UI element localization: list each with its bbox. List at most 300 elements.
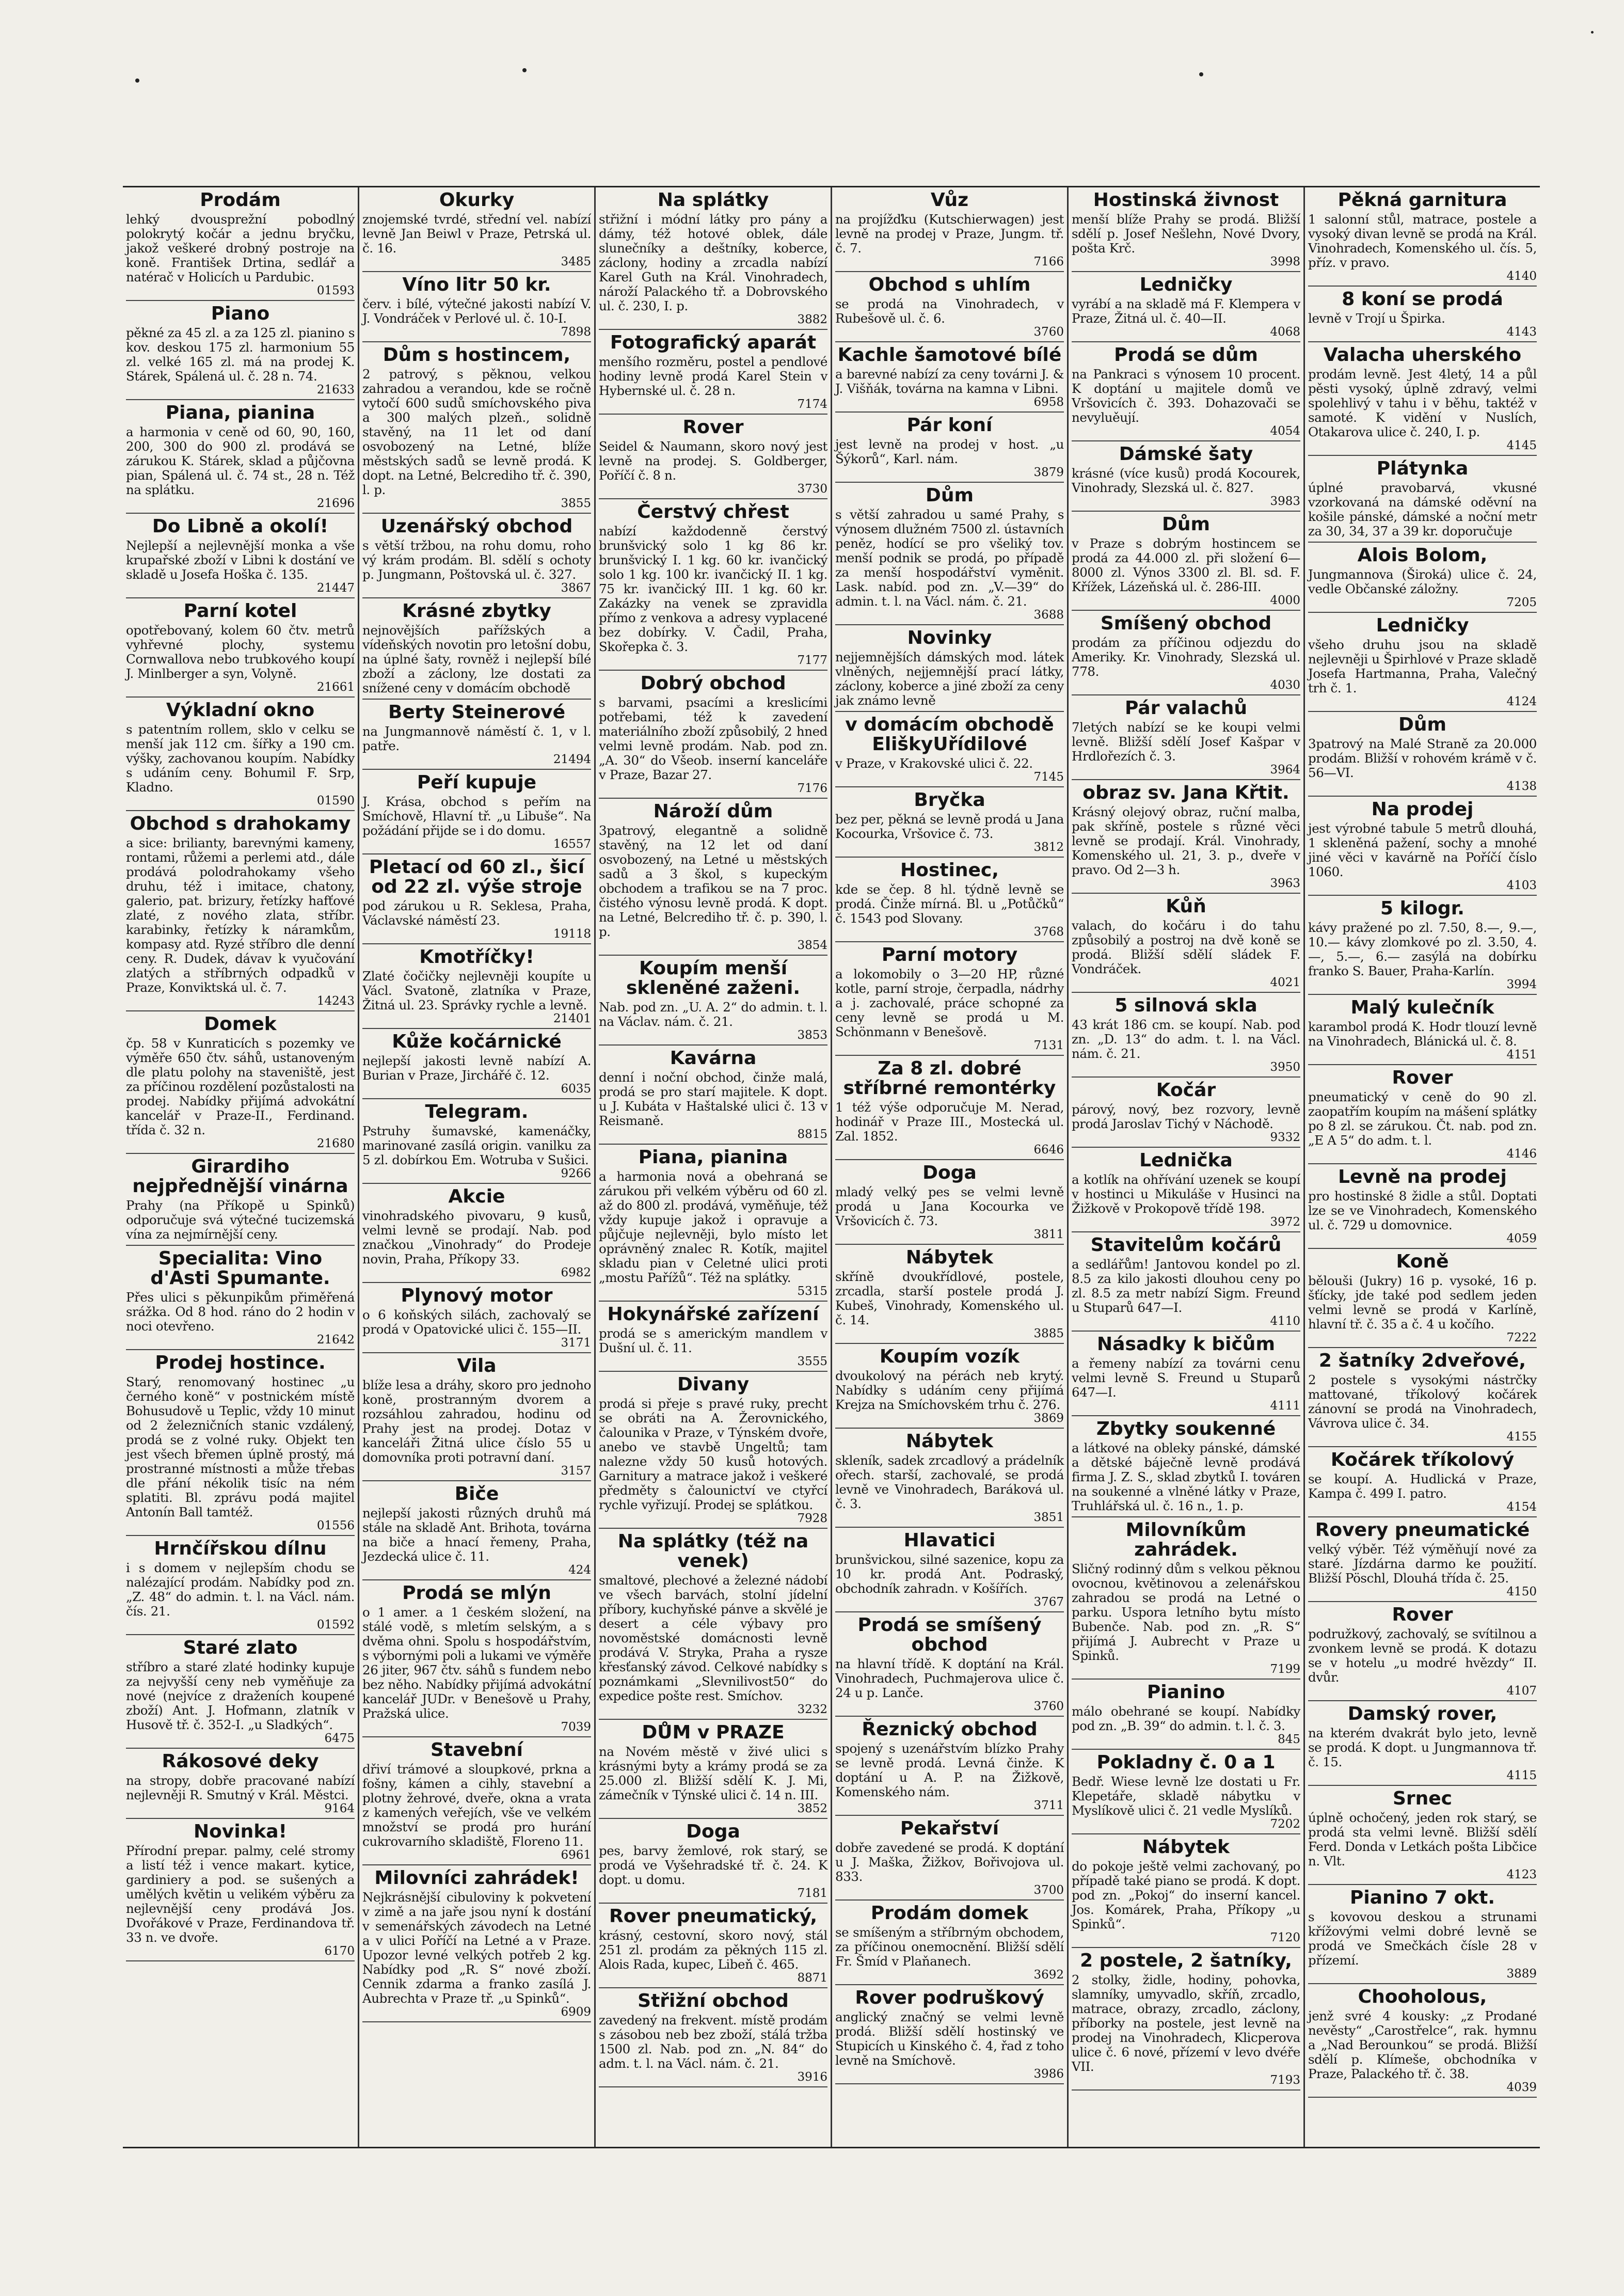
- classified-ad: [1072, 611, 1300, 695]
- ad-number: 7166: [1033, 255, 1064, 268]
- ad-body: Krásný olejový obraz, ruční malba, pak skříně, postele s různé věci levně se prodají. Král. Vinohrady, Komenského ul. 21, 3. p., dveře v pravo. Od 2—3 h.: [1072, 804, 1300, 877]
- ad-body: červ. i bílé, výtečné jakosti nabízí V. J. Vondráček v Perlové ul. č. 10-I.: [362, 296, 591, 326]
- ad-heading: Kavárna: [670, 1048, 757, 1069]
- classified-ad: [362, 514, 591, 598]
- ad-number: 4154: [1506, 1500, 1537, 1514]
- ad-body: na Novém městě v živé ulici s krásnými byty a krámy prodá se za 25.000 zl. Bližší sdělí K. J. Mi, zámečník v Týnské ulici č. 14 n. III.: [599, 1744, 827, 1802]
- ad-heading: Rovery pneumatické: [1315, 1519, 1530, 1541]
- ad-body: jenž svré 4 kousky: „z Prodané nevěsty“ „Carostřelce“, rak. hymnu a „Nad Berounkou“ se prodá. Bližší sdělí p. Klímeše, obchodníka v Praze, Palackého tř. č. 38.: [1308, 2008, 1537, 2081]
- ad-heading: Prodá se smíšený obchod: [857, 1614, 1042, 1655]
- classified-ad: [126, 811, 355, 1011]
- ad-heading: Bryčka: [914, 789, 985, 811]
- ad-heading: Uzenářský obchod: [380, 516, 573, 537]
- ad-heading: Alois Bolom,: [1357, 545, 1488, 566]
- classified-ad: [835, 272, 1064, 342]
- classified-ad: [126, 1749, 355, 1819]
- ad-body: valach, do kočáru i do tahu způsobilý a postroj na dvě koně se prodá. Bližší sdělí sládek F. Vondráček.: [1072, 918, 1300, 976]
- ad-body: spojený s uzenářstvím blízko Prahy se levně prodá. Levná činže. K doptání u A. P. na Žižkově, Komenského nám.: [835, 1741, 1064, 1799]
- ad-number: 3852: [797, 1802, 827, 1815]
- ad-body: menší blíže Prahy se prodá. Bližší sdělí p. Josef Nešlehn, Nové Dvory, pošta Krč.: [1072, 212, 1300, 256]
- ad-heading: Rover podruškový: [855, 1987, 1044, 2008]
- ad-number: 7145: [1033, 770, 1064, 784]
- ad-body: pneumatický v ceně do 90 zl. zaopatřím koupím na mášení splátky po 8 zl. se zárukou. Čt. nab. pod zn. „E A 5“ do adm. t. l.: [1308, 1089, 1537, 1148]
- classified-ad: [362, 187, 591, 272]
- ad-body: s barvami, psacími a kreslicími potřebami, též k zavedení materiálního zboží způsobilý, 2 hned velmi levně prodám. Nab. pod zn. „A. 30“ do Všeob. inserní kanceláře v Praze, Bazar 27.: [599, 695, 827, 782]
- ad-heading: Damský rover,: [1347, 1703, 1498, 1724]
- ad-body: a harmonia nová a obehraná se zárukou při velkém výběru od 60 zl. až do 800 zl. prodává, vyměňuje, též vždy kupuje jakož i opravuje a půjčuje nejlevněji, bylo místo let oprávněný znalec R. Kotík, majitel skladu pian v Celetné ulici proti „mostu Pařížů“. Též na splátky.: [599, 1169, 827, 1285]
- ad-number: 4124: [1506, 695, 1537, 708]
- ad-column-1: [123, 187, 359, 2147]
- ad-body: levně v Trojí u Špirka.: [1308, 311, 1445, 326]
- ad-body: na kterém dvakrát bylo jeto, levně se prodá. K dopt. u Jungmannova tř. č. 15.: [1308, 1725, 1537, 1769]
- ad-number: 4030: [1270, 678, 1300, 692]
- ad-column-4: [832, 187, 1069, 2147]
- ad-number: 21661: [316, 680, 355, 694]
- classified-ad: [126, 1246, 355, 1350]
- ad-heading: Pár valachů: [1125, 698, 1247, 719]
- classified-ad: [126, 598, 355, 698]
- ad-heading: Pár koní: [906, 415, 993, 436]
- classified-ad: [835, 1344, 1064, 1429]
- ad-body: velký výběr. Též výměňují nové za staré. Jízdárna darmo ke použití. Bližší Pöschl, Dlouhá třída č. 25.: [1308, 1542, 1537, 1586]
- classified-ad: [1072, 441, 1300, 512]
- classified-ad: [362, 770, 591, 854]
- classified-ad: [362, 598, 591, 700]
- ad-body: Prahy (na Příkopě u Spinků) odporučuje svá výtečné tucizemská vína za nejmírnější ceny.: [126, 1198, 355, 1242]
- classified-ad: [599, 187, 827, 330]
- classified-ad: [835, 1816, 1064, 1901]
- ad-body: střižní i módní látky pro pány a dámy, též hotové oblek, dále slunečníky a deštníky, koberce, záclony, hodiny a zrcadla nabízí Karel Guth na Král. Vinohradech, nároží Palackého tř. a Dobrovského ul. č. 230, I. p.: [599, 212, 827, 313]
- ad-number: 3964: [1270, 763, 1300, 777]
- ad-body: a lokomobily o 3—20 HP, různé kotle, parní stroje, čerpadla, nádrhy a j. zachovalé, práce schopné za ceny levně se prodá u M. Schönmann v Benešově.: [835, 967, 1064, 1039]
- ad-heading: Malý kulečník: [1350, 997, 1494, 1018]
- ad-heading: Kmotříčky!: [419, 946, 534, 968]
- ad-heading: Do Libně a okolí!: [152, 516, 329, 537]
- classified-ad: [362, 1099, 591, 1184]
- ad-body: na stropy, dobře pracované nabízí nejlevněji R. Smutný v Král. Městci.: [126, 1773, 355, 1802]
- classified-ad: [1308, 1348, 1537, 1447]
- ad-number: 4110: [1270, 1315, 1300, 1328]
- ad-body: Pstruhy šumavské, kamenáčky, marinované zasílá origin. vanilku za 5 zl. dobírkou Em. Wotruba v Sušici.: [362, 1123, 591, 1167]
- ad-body: mladý velký pes se velmi levně prodá u Jana Kocourka ve Vršovicích č. 73.: [835, 1184, 1064, 1228]
- ad-body: na Jungmannově náměstí č. 1, v l. patře.: [362, 724, 591, 753]
- classified-ad: [1308, 287, 1537, 342]
- classified-ad: [835, 187, 1064, 272]
- classified-ad: [835, 942, 1064, 1056]
- ad-number: 16557: [553, 837, 591, 851]
- ad-body: a sedlářům! Jantovou kondel po zl. 8.5 za kilo jakosti dlouhou ceny po zl. 8.5 za metr nabízí Sigm. Freund u Stuparů 647—I.: [1072, 1257, 1300, 1315]
- classified-ad: [1308, 896, 1537, 995]
- ad-heading: Fotografický aparát: [610, 332, 817, 353]
- classified-ad: [1072, 1680, 1300, 1750]
- classified-ads-grid: [123, 186, 1540, 2148]
- ad-number: 9164: [324, 1802, 355, 1815]
- classified-ad: [1072, 894, 1300, 993]
- classified-ad: [362, 1481, 591, 1580]
- classified-ad: [1308, 797, 1537, 896]
- ad-body: 43 krát 186 cm. se koupí. Nab. pod zn. „D. 13“ do adm. t. l. na Václ. nám. č. 21.: [1072, 1017, 1300, 1061]
- ad-heading: Víno litr 50 kr.: [402, 274, 551, 295]
- classified-ad: [126, 698, 355, 811]
- ad-number: 4054: [1270, 424, 1300, 438]
- ad-number: 3869: [1033, 1412, 1064, 1425]
- ad-body: do pokoje ještě velmi zachovaný, po případě také piano se prodá. K dopt. pod zn. „Pokoj“ do inserní kancel. Jos. Komárek, Praha, Příkopy „u Spinků“.: [1072, 1859, 1300, 1931]
- ad-body: Sličný rodinný dům s velkou pěknou ovocnou, květinovou a zelenářskou zahradou se prodá na Letné o parku. Uspora letního bytu místo Bubenče. Nab. pod zn. „R. S“ přijímá J. Aubrecht v Praze u Spinků.: [1072, 1561, 1300, 1663]
- classified-ad: [1072, 1517, 1300, 1680]
- classified-ad: [1072, 342, 1300, 441]
- classified-ad: [126, 301, 355, 400]
- classified-ad: [126, 1154, 355, 1246]
- ad-number: 3760: [1033, 325, 1064, 339]
- ad-heading: Výkladní okno: [166, 700, 315, 721]
- ad-body: na Pankraci s výnosem 10 procent. K doptání u majitele domů ve Vršovicích č. 393. Dohazovači se nevyluěují.: [1072, 367, 1300, 425]
- ad-number: 3994: [1506, 978, 1537, 991]
- classified-ad: [126, 1350, 355, 1536]
- ad-heading: Řeznický obchod: [862, 1719, 1038, 1740]
- ad-number: 4107: [1506, 1684, 1537, 1698]
- ad-heading: DŮM v PRAZE: [642, 1722, 785, 1743]
- classified-ad: [599, 1145, 827, 1302]
- classified-ad: [362, 944, 591, 1029]
- ad-heading: Divany: [677, 1374, 750, 1395]
- ad-heading: Kočár: [1156, 1080, 1216, 1101]
- column-filler: [126, 1961, 355, 2147]
- ad-body: na projížďku (Kutschierwagen) jest levně na prodej v Praze, Jungm. tř. č. 7.: [835, 212, 1064, 256]
- ad-number: 4111: [1270, 1399, 1300, 1413]
- ad-body: dobře zavedené se prodá. K doptání u J. Maška, Žižkov, Bořivojova ul. 833.: [835, 1840, 1064, 1884]
- ad-number: 7181: [797, 1887, 827, 1900]
- ad-number: 8871: [797, 1971, 827, 1985]
- ad-heading: Parní motory: [881, 944, 1018, 965]
- ad-heading: 8 koní se prodá: [1342, 289, 1503, 310]
- classified-ad: [362, 342, 591, 514]
- ad-number: 6475: [324, 1732, 355, 1745]
- ad-heading: Na splátky: [657, 189, 769, 211]
- ad-body: stříbro a staré zlaté hodinky kupuje za nejvyšší ceny neb vyměňuje za nové (nejvíce z draženích koupené zboží) Ant. J. Hofmann, zlatník v Husově tř. č. 352-I. „u Sladkých“.: [126, 1659, 355, 1732]
- ad-heading: Prodej hostince.: [155, 1352, 326, 1373]
- ad-heading: Stavební: [430, 1739, 523, 1761]
- ad-heading: Dámské šaty: [1119, 444, 1253, 465]
- ad-heading: Obchod s uhlím: [868, 274, 1031, 295]
- ad-body: kávy pražené po zl. 7.50, 8.—, 9.—, 10.— kávy zlomkové po zl. 3.50, 4.—, 5.—, 6.— zasýlá na dobírku franko S. Bauer, Praha-Karlín.: [1308, 920, 1537, 978]
- ad-body: párový, nový, bez rozvory, levně prodá Jaroslav Tichý v Náchodě.: [1072, 1102, 1300, 1131]
- ad-number: 4146: [1506, 1147, 1537, 1161]
- classified-ad: [1072, 1834, 1300, 1948]
- ad-heading: Pokladny č. 0 a 1: [1096, 1752, 1276, 1773]
- ad-body: o 1 amer. a 1 českém složení, na stálé vodě, s mletím selským, a s dvěma ohni. Spolu s hospodářstvím, s výbornými poli a lukami ve výměře 26 jiter, 967 čtv. sáhů s fundem nebo bez něho. Nabídky přijímá advokátní kancelář JUDr. v Benešově u Prahy, Pražská ulice.: [362, 1605, 591, 1721]
- ad-body: Starý, renomovaný hostinec „u černého koně“ v postnickém místě Bohusudově u Teplic, vždy 10 minut od 2 železničních stanic vzdálený, prodá se z volné ruky. Objekt ten jest všech břemen úplně prostý, má prostranné místnosti a může třebas dle přání nékolik tisíc na ném splatiti. Bl. zprávu podá majitel Antonín Ball tamtéž.: [126, 1374, 355, 1519]
- ad-heading: Biče: [454, 1483, 499, 1505]
- ad-body: Přírodní prepar. palmy, celé stromy a listí též i vence makart. kytice, gardiniery a pod. se sušených a umělých květin u velikém výběru za nejlevnější ceny prodává Jos. Dvořákové v Praze, Ferdinandova tř. 33 n. ve dvoře.: [126, 1843, 355, 1945]
- ad-body: brunšvickou, silné sazenice, kopu za 10 kr. prodá Ant. Podraský, obchodník zahradn. v Košířích.: [835, 1552, 1064, 1596]
- ad-number: 4138: [1506, 780, 1537, 793]
- ad-body: prodám levně. Jest 4letý, 14 a půl pěsti vysoký, úplně zdravý, velmi spolehlivý v tahu i v běhu, taktéž v samoté. K vidění v Nuslích, Otakarova ulice č. 240, I. p.: [1308, 367, 1537, 439]
- ad-heading: Nábytek: [1142, 1836, 1230, 1858]
- classified-ad: [599, 671, 827, 799]
- ad-body: všeho druhu jsou na skladě nejlevněji u Špirhlové v Praze skladě Josefa Hartmanna, Praha, Valečný trh č. 1.: [1308, 637, 1537, 695]
- ad-heading: Obchod s drahokamy: [130, 813, 351, 834]
- classified-ad: [835, 1429, 1064, 1528]
- classified-ad: [126, 1635, 355, 1749]
- ad-heading: Lednička: [1139, 1150, 1233, 1171]
- ad-body: Nejkrásnější cibuloviny k pokvetení v zimě a na jaře jsou nyní k dostání v semenářských závodech na Letné a v ulici Poříčí na Letné a v Praze. Upozor levné velkých potřeb 2 kg. Nabídky pod „R. S“ nové zboží. Cennik zdarma a franko zasílá J. Aubrechta v Praze tř. „u Spinků“.: [362, 1890, 591, 2006]
- classified-ad: [1072, 1750, 1300, 1834]
- classified-ad: [1308, 995, 1537, 1065]
- ad-heading: 5 silnová skla: [1114, 995, 1257, 1016]
- ad-body: kde se čep. 8 hl. týdně levně se prodá. Činže mírná. Bl. u „Potůčků“ č. 1543 pod Slovany.: [835, 882, 1064, 926]
- ad-body: se prodá na Vinohradech, v Rubešově ul. č. 6.: [835, 296, 1064, 326]
- classified-ad: [362, 700, 591, 770]
- ad-number: 6961: [561, 1848, 591, 1862]
- ad-number: 01590: [316, 794, 355, 807]
- classified-ad: [599, 415, 827, 499]
- ad-body: jest levně na prodej v host. „u Šýkorů“, Karl. nám.: [835, 437, 1064, 466]
- ink-speck: [1591, 31, 1594, 34]
- ad-number: 6982: [561, 1266, 591, 1279]
- ad-heading: Na splátky (též na venek): [617, 1531, 809, 1572]
- ad-body: prodám za příčinou odjezdu do Ameriky. Kr. Vinohrady, Slezská ul. 778.: [1072, 635, 1300, 679]
- ad-heading: Vůz: [930, 189, 969, 211]
- ad-number: 7193: [1270, 2073, 1300, 2087]
- ad-body: 1 salonní stůl, matrace, postele a vysoký divan levně se prodá na Král. Vinohradech, Komenského ul. čís. 5, příz. v pravo.: [1308, 212, 1537, 270]
- ad-number: 4140: [1506, 270, 1537, 283]
- ad-body: nejjemnějších dámských mod. látek vlněných, nejjemnější prací látky, záclony, koberce a jiné zboží za ceny jak známo levně: [835, 650, 1064, 708]
- ad-heading: Doga: [922, 1162, 977, 1183]
- ad-column-2: [359, 187, 596, 2147]
- ad-number: 8815: [797, 1128, 827, 1141]
- ad-number: 21642: [316, 1333, 355, 1347]
- ad-heading: Nábytek: [905, 1247, 994, 1268]
- ad-number: 3853: [797, 1028, 827, 1042]
- ad-number: 21633: [316, 383, 355, 397]
- ad-body: jest výrobné tabule 5 metrů dlouhá, 1 skleněná pažení, sochy a mnohé jiné věci v kavárně na Poříčí číslo 1060.: [1308, 821, 1537, 879]
- ad-heading: Novinka!: [194, 1821, 287, 1842]
- ad-column-3: [596, 187, 832, 2147]
- ad-body: krásný, cestovní, skoro nový, stál 251 zl. prodám za pěkných 115 zl. Alois Rada, kupec, Libeň č. 465.: [599, 1928, 827, 1972]
- ad-body: málo obehrané se koupí. Nabídky pod zn. „B. 39“ do admin. t. l. č. 3.: [1072, 1704, 1300, 1733]
- ad-heading: Valacha uherského: [1323, 344, 1522, 366]
- ad-heading: Na prodej: [1371, 799, 1474, 820]
- classified-ad: [1072, 993, 1300, 1078]
- ad-body: i s domem v nejlepším chodu se nalézající prodám. Nabídky pod zn. „Z. 48“ do admin. t. l. na Václ. nám. čís. 21.: [126, 1560, 355, 1619]
- ad-number: 4150: [1506, 1585, 1537, 1598]
- ad-body: a sice: brilianty, barevnými kameny, rontami, růžemi a perlemi atd., dále prodává polodrahokamy všeho druhu, též i imitace, chatony, galerio, pat. brizury, řetízky hafťové zlaté, z nového zlata, stříbr. karabinky, řetízky k náramkům, kompasy atd. Ryzé stříbro dle denní ceny. R. Dudek, dávav k vyučování zlatých a stříbrných odpadků v Praze, Konviktská ul. č. 7.: [126, 835, 355, 995]
- ad-heading: Pianino 7 okt.: [1349, 1887, 1495, 1908]
- ad-heading: Dům: [925, 485, 974, 506]
- classified-ad: [599, 799, 827, 956]
- classified-ad: [1072, 1148, 1300, 1232]
- ad-number: 01556: [316, 1519, 355, 1532]
- classified-ad: [835, 483, 1064, 625]
- ad-number: 3555: [797, 1355, 827, 1368]
- ad-heading: Hlavatici: [903, 1530, 996, 1551]
- ad-number: 3983: [1270, 495, 1300, 508]
- ad-body: v Praze, v Krakovské ulici č. 22.: [835, 756, 1033, 771]
- ad-number: 4021: [1270, 976, 1300, 989]
- ad-body: zavedený na frekvent. místě prodám s zásobou neb bez zboží, stálá tržba 1500 zl. Nab. pod zn. „N. 84“ do adm. t. l. na Václ. nám. č. 21.: [599, 2013, 827, 2071]
- ad-number: 5315: [797, 1285, 827, 1298]
- ad-body: znojemské tvrdé, střední vel. nabízí levně Jan Beiwl v Praze, Petrská ul. č. 16.: [362, 212, 591, 256]
- ad-body: denní i noční obchod, činže malá, prodá se pro starí majitele. K dopt. u J. Kubáta v Haštalské ulici č. 13 v Reismaně.: [599, 1070, 827, 1128]
- classified-ad: [599, 956, 827, 1046]
- ad-body: s kovovou deskou a strunami křížovými velmi dobré levně se prodá ve Smečkách čísle 28 v přízemí.: [1308, 1909, 1537, 1968]
- ad-body: J. Krása, obchod s peřím na Smíchově, Hlavní tř. „u Libuše“. Na požádání přijde se i do domu.: [362, 794, 591, 838]
- ad-number: 4143: [1506, 325, 1537, 339]
- ad-body: Bedř. Wiese levně lze dostati u Fr. Klepetáře, skladě nábytku v Myslíkově ulici č. 21 vedle Myslíků.: [1072, 1774, 1300, 1818]
- classified-ad: [362, 1865, 591, 2022]
- ad-heading: Girardiho nejpřednější vinárna: [132, 1156, 348, 1197]
- ad-number: 7176: [797, 782, 827, 795]
- ad-body: menšího rozměru, postel a pendlové hodiny levně prodá Karel Stein v Hybernské ul. č. 28 n.: [599, 354, 827, 398]
- ad-number: 7120: [1270, 1931, 1300, 1944]
- ad-heading: 2 šatníky 2dveřové,: [1318, 1350, 1526, 1371]
- ad-body: opotřebovaný, kolem 60 čtv. metrů vyhřevné plochy, systemu Cornwallova nebo trubkového koupí J. Minlberger a syn, Volyně.: [126, 623, 355, 681]
- ad-number: 3730: [797, 482, 827, 496]
- ad-heading: Levně na prodej: [1338, 1166, 1507, 1187]
- ad-heading: Nároží dům: [653, 801, 773, 822]
- ad-number: 4000: [1270, 594, 1300, 607]
- ad-heading: Krásné zbytky: [402, 600, 551, 622]
- ad-number: 7177: [797, 654, 827, 667]
- ad-body: prodá se s americkým mandlem v Dušní ul. č. 11.: [599, 1326, 827, 1355]
- ad-body: 3patrový, elegantně a solidně stavěný, na 12 let od daní osvobozený, na Letné u městských sadů a 3 škol, s kupeckým obchodem a trafikou se na 7 proc. čistého výnosu levně prodá. K dopt. na Letné, Belcrediho tř. č. p. 390, l. p.: [599, 823, 827, 939]
- ad-heading: Staré zlato: [183, 1637, 298, 1658]
- ad-number: 6909: [561, 2005, 591, 2019]
- ad-number: 21494: [553, 753, 591, 766]
- classified-ad: [1308, 1065, 1537, 1164]
- ad-heading: 2 postele, 2 šatníky,: [1080, 1950, 1292, 1971]
- ad-number: 3692: [1033, 1968, 1064, 1982]
- ad-heading: Prodá se dům: [1114, 344, 1258, 366]
- classified-ad: [835, 1717, 1064, 1816]
- ad-heading: v domácím obchodě EliškyUřídilové: [845, 714, 1054, 755]
- ad-number: 3867: [561, 581, 591, 595]
- classified-ad: [1308, 1885, 1537, 1984]
- ad-heading: Peří kupuje: [417, 772, 537, 793]
- ad-number: 6958: [1033, 395, 1064, 409]
- ad-number: 4123: [1506, 1868, 1537, 1881]
- ad-body: bez per, pěkná se levně prodá u Jana Kocourka, Vršovice č. 73.: [835, 812, 1064, 841]
- ad-heading: Násadky k bičům: [1097, 1334, 1275, 1355]
- classified-ad: [1308, 1164, 1537, 1249]
- classified-ad: [835, 413, 1064, 483]
- ad-number: 3485: [561, 255, 591, 268]
- ad-number: 3768: [1033, 925, 1064, 939]
- classified-ad: [835, 787, 1064, 858]
- ad-body: a harmonia v ceně od 60, 90, 160, 200, 300 do 900 zl. prodává se zárukou K. Stárek, sklad a půjčovna pian, Spálená ul. č. 74 st., 28 n. Též na splátku.: [126, 424, 355, 497]
- column-filler: [835, 2084, 1064, 2147]
- ad-number: 3812: [1033, 841, 1064, 854]
- ad-number: 424: [568, 1563, 591, 1577]
- ad-body: s patentním rollem, sklo v celku se menší jak 112 cm. šířky a 190 cm. výšky, zachovanou koupím. Nabídky s udáním ceny. Bohumil F. Srp, Kladno.: [126, 722, 355, 795]
- ad-heading: Nábytek: [905, 1431, 994, 1452]
- ad-heading: obraz sv. Jana Křtit.: [1082, 782, 1289, 803]
- ad-heading: Rover: [1392, 1067, 1453, 1088]
- classified-ad: [1072, 272, 1300, 342]
- ad-body: Nejlepší a nejlevnější monka a vše krupařské zboží v Libni k dostání ve skladě u Josefa Hoška č. 135.: [126, 538, 355, 582]
- ad-body: vyrábí a na skladě má F. Klempera v Praze, Žitná ul. č. 40—II.: [1072, 296, 1300, 326]
- ad-number: 3688: [1033, 608, 1064, 622]
- classified-ad: [835, 1245, 1064, 1344]
- ad-heading: Telegram.: [425, 1101, 529, 1122]
- ad-heading: Okurky: [439, 189, 515, 211]
- classified-ad: [1072, 695, 1300, 780]
- ad-body: pro hostinské 8 židle a stůl. Doptati lze se ve Vinohradech, Komenského ul. č. 729 u domovnice.: [1308, 1189, 1537, 1232]
- ad-heading: Pekařství: [900, 1818, 999, 1839]
- ad-body: skleník, sadek zrcadlový a prádelník ořech. starší, zachovalé, se prodá levně ve Vinohradech, Baráková ul. č. 3.: [835, 1453, 1064, 1511]
- classified-ad: [835, 1612, 1064, 1717]
- ad-heading: Milovníkům zahrádek.: [1125, 1519, 1247, 1560]
- classified-ad: [1072, 1078, 1300, 1148]
- classified-ad: [1072, 187, 1300, 272]
- ad-heading: Pianino: [1147, 1682, 1225, 1703]
- ad-heading: Dobrý obchod: [640, 673, 786, 694]
- classified-ad: [126, 1536, 355, 1635]
- column-filler: [1308, 2098, 1537, 2147]
- ad-number: 9332: [1270, 1131, 1300, 1144]
- column-filler: [362, 2022, 591, 2147]
- classified-ad: [1308, 187, 1537, 287]
- ad-heading: Koupím vozík: [879, 1346, 1020, 1367]
- ad-heading: Kůň: [1166, 896, 1206, 917]
- ad-number: 3157: [561, 1464, 591, 1478]
- ad-number: 7205: [1506, 596, 1537, 609]
- ad-body: a řemeny nabízí za továrni cenu velmi levně S. Freund u Stuparů 647—I.: [1072, 1356, 1300, 1400]
- ad-heading: Piano: [211, 303, 270, 324]
- classified-ad: [1308, 613, 1537, 712]
- ad-body: pes, barvy žemlové, rok starý, se prodá ve Vyšehradské tř. č. 24. K dopt. u domu.: [599, 1843, 827, 1887]
- ad-number: 7174: [797, 398, 827, 411]
- ad-heading: Domek: [204, 1014, 277, 1035]
- ad-heading: Ledničky: [1376, 615, 1469, 636]
- ad-heading: Rover pneumatický,: [609, 1906, 818, 1927]
- classified-ad: [599, 1988, 827, 2087]
- ad-number: 6170: [324, 1944, 355, 1958]
- classified-ad: [599, 499, 827, 671]
- classified-ad: [835, 712, 1064, 787]
- ad-heading: Plátynka: [1376, 458, 1469, 479]
- ad-heading: Hokynářské zařízení: [607, 1304, 819, 1325]
- ad-number: 3916: [797, 2070, 827, 2084]
- ad-body: nejlepší jakosti různých druhů má stále na skladě Ant. Brihota, továrna na biče a hnací řemeny, Praha, Jezdecká ulice č. 11.: [362, 1506, 591, 1564]
- ad-heading: Vila: [457, 1355, 497, 1376]
- ad-heading: Rákosové deky: [162, 1751, 319, 1772]
- ad-number: 01593: [316, 284, 355, 297]
- classified-ad: [126, 1011, 355, 1154]
- classified-ad: [362, 1353, 591, 1481]
- ad-number: 21447: [316, 581, 355, 595]
- ad-heading: Kachle šamotové bílé: [837, 344, 1062, 366]
- classified-ad: [126, 187, 355, 301]
- classified-ad: [599, 1302, 827, 1372]
- ad-number: 3882: [797, 313, 827, 326]
- ad-body: prodá si přeje s pravé ruky, precht se obráti na A. Žerovnického, čalounika v Praze, v Týnském dvoře, anebo ve stavbě Ungeltů; tam nalezne vždy 50 kusů hotových. Garnitury a matrace jakož i veškeré předměty s čalounictví ve ctyřcí rychle vyřizují. Prodej se splátkou.: [599, 1396, 827, 1512]
- classified-ad: [835, 1056, 1064, 1160]
- ad-number: 3889: [1506, 1967, 1537, 1981]
- ad-body: a barevné nabízí za ceny továrni J. & J. Višňák, továrna na kamna v Libni.: [835, 367, 1064, 396]
- classified-ad: [599, 1372, 827, 1529]
- ad-heading: Hrnčířskou dílnu: [154, 1538, 327, 1559]
- classified-ad: [1072, 1332, 1300, 1416]
- ad-body: 3patrový na Malé Straně za 20.000 prodám. Bližší v rohovém krámě v č. 56—VI.: [1308, 736, 1537, 780]
- ad-heading: Kůže kočárnické: [392, 1031, 562, 1052]
- ad-number: 3711: [1033, 1799, 1064, 1812]
- ad-heading: Koně: [1396, 1251, 1449, 1272]
- ad-heading: Plynový motor: [401, 1285, 553, 1306]
- ad-number: 3232: [797, 1703, 827, 1716]
- ad-heading: Prodám domek: [870, 1903, 1029, 1924]
- ad-heading: Za 8 zl. dobré stříbrné remontérky: [843, 1058, 1056, 1099]
